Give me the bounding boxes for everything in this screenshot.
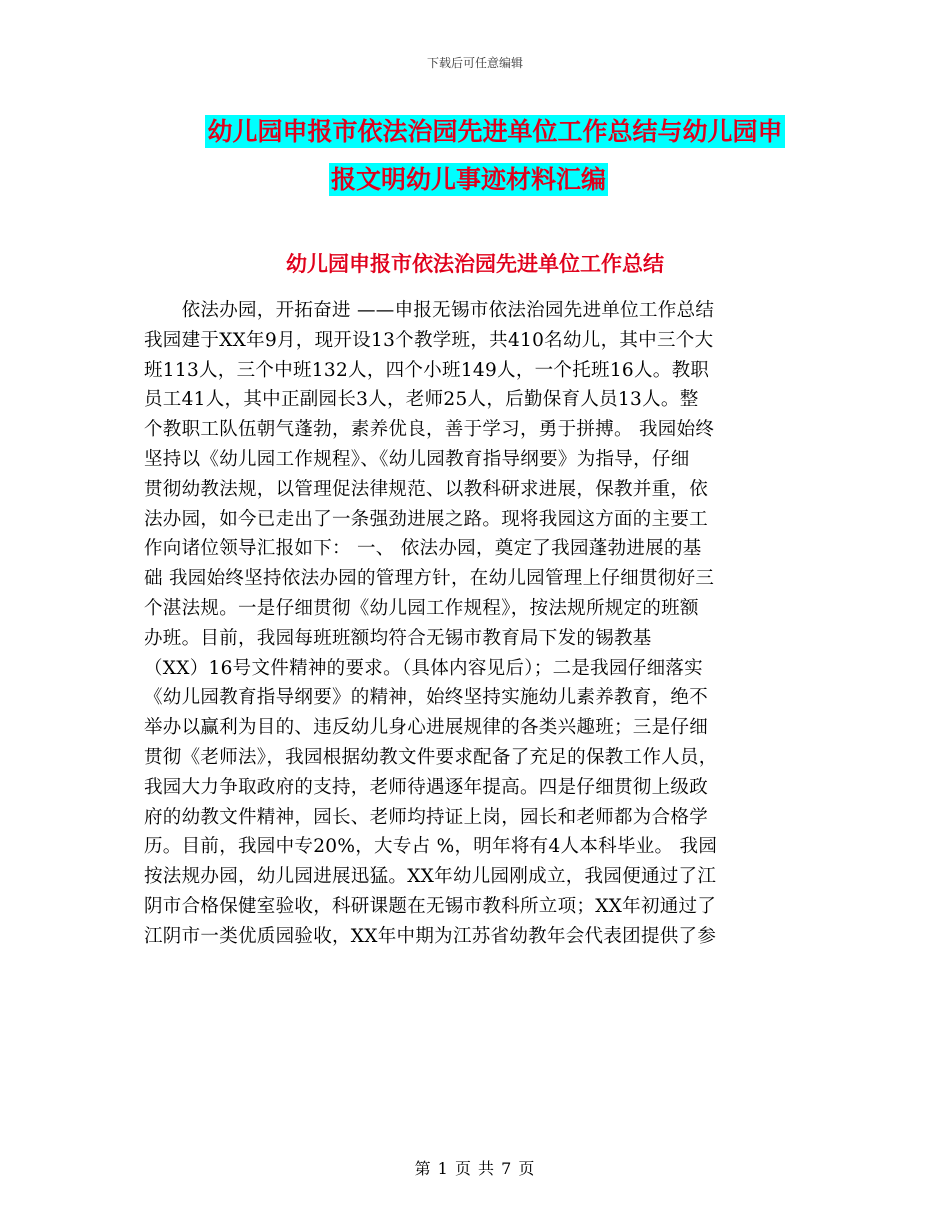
- body-line: 员工41人，其中正副园长3人，老师25人，后勤保育人员13人。整: [144, 389, 699, 411]
- body-line: 依法办园，开拓奋进 ——申报无锡市依法治园先进单位工作总结: [144, 300, 715, 321]
- body-line: 础 我园始终坚持依法办园的管理方针，在幼儿园管理上仔细贯彻好三: [144, 568, 715, 590]
- body-line: 府的幼教文件精神，园长、老师均持证上岗，园长和老师都为合格学: [144, 806, 709, 828]
- body-line: （XX）16号文件精神的要求。（具体内容见后）；二是我园仔细落实: [144, 657, 703, 679]
- page-number: 第 1 页 共 7 页: [414, 1159, 536, 1178]
- body-line: 贯彻幼教法规，以管理促法律规范、以教科研求进展，保教并重，依: [144, 478, 709, 500]
- body-line: 坚持以《幼儿园工作规程》、《幼儿园教育指导纲要》为指导，仔细: [144, 448, 690, 470]
- body-line: 个湛法规。一是仔细贯彻《幼儿园工作规程》，按法规所规定的班额: [144, 597, 699, 619]
- document-title-line-1: [0, 108, 950, 156]
- body-text: [144, 296, 814, 952]
- document-title-line-2: [0, 156, 950, 204]
- body-line: 办班。目前，我园每班班额均符合无锡市教育局下发的锡教基: [144, 627, 652, 649]
- body-line: 《幼儿园教育指导纲要》的精神，始终坚持实施幼儿素养教育，绝不: [144, 687, 709, 709]
- body-line: 我园大力争取政府的支持，老师待遇逐年提高。四是仔细贯彻上级政: [144, 776, 709, 798]
- body-line: 阴市合格保健室验收，科研课题在无锡市教科所立项；XX年初通过了: [144, 895, 717, 917]
- body-line: 我园建于XX年9月，现开设13个教学班，共410名幼儿，其中三个大: [144, 329, 714, 351]
- document-title: [0, 108, 950, 204]
- title-highlight-1: 幼儿园申报市依法治园先进单位工作总结与幼儿园申: [207, 117, 783, 146]
- page-header-note: 下载后可任意编辑: [426, 56, 523, 70]
- body-line: 举办以赢利为目的、违反幼儿身心进展规律的各类兴趣班；三是仔细: [144, 717, 709, 739]
- body-line: 个教职工队伍朝气蓬勃，素养优良，善于学习，勇于拼搏。 我园始终: [144, 419, 715, 441]
- body-line: 江阴市一类优质园验收，XX年中期为江苏省幼教年会代表团提供了参: [144, 925, 717, 947]
- body-line: 作向诸位领导汇报如下： 一、 依法办园，奠定了我园蓬勃进展的基: [144, 538, 702, 560]
- body-line: 班113人，三个中班132人，四个小班149人，一个托班16人。教职: [144, 359, 710, 381]
- body-line: 法办园，如今已走出了一条强劲进展之路。现将我园这方面的主要工: [144, 508, 709, 530]
- body-line: 按法规办园，幼儿园进展迅猛。XX年幼儿园刚成立，我园便通过了江: [144, 866, 717, 888]
- body-line: 贯彻《老师法》，我园根据幼教文件要求配备了充足的保教工作人员，: [144, 746, 718, 768]
- title-highlight-2: 报文明幼儿事迹材料汇编: [331, 165, 607, 194]
- section-heading: 幼儿园申报市依法治园先进单位工作总结: [286, 252, 664, 276]
- body-line: 历。目前，我园中专20%，大专占 %，明年将有4人本科毕业。 我园: [144, 836, 718, 858]
